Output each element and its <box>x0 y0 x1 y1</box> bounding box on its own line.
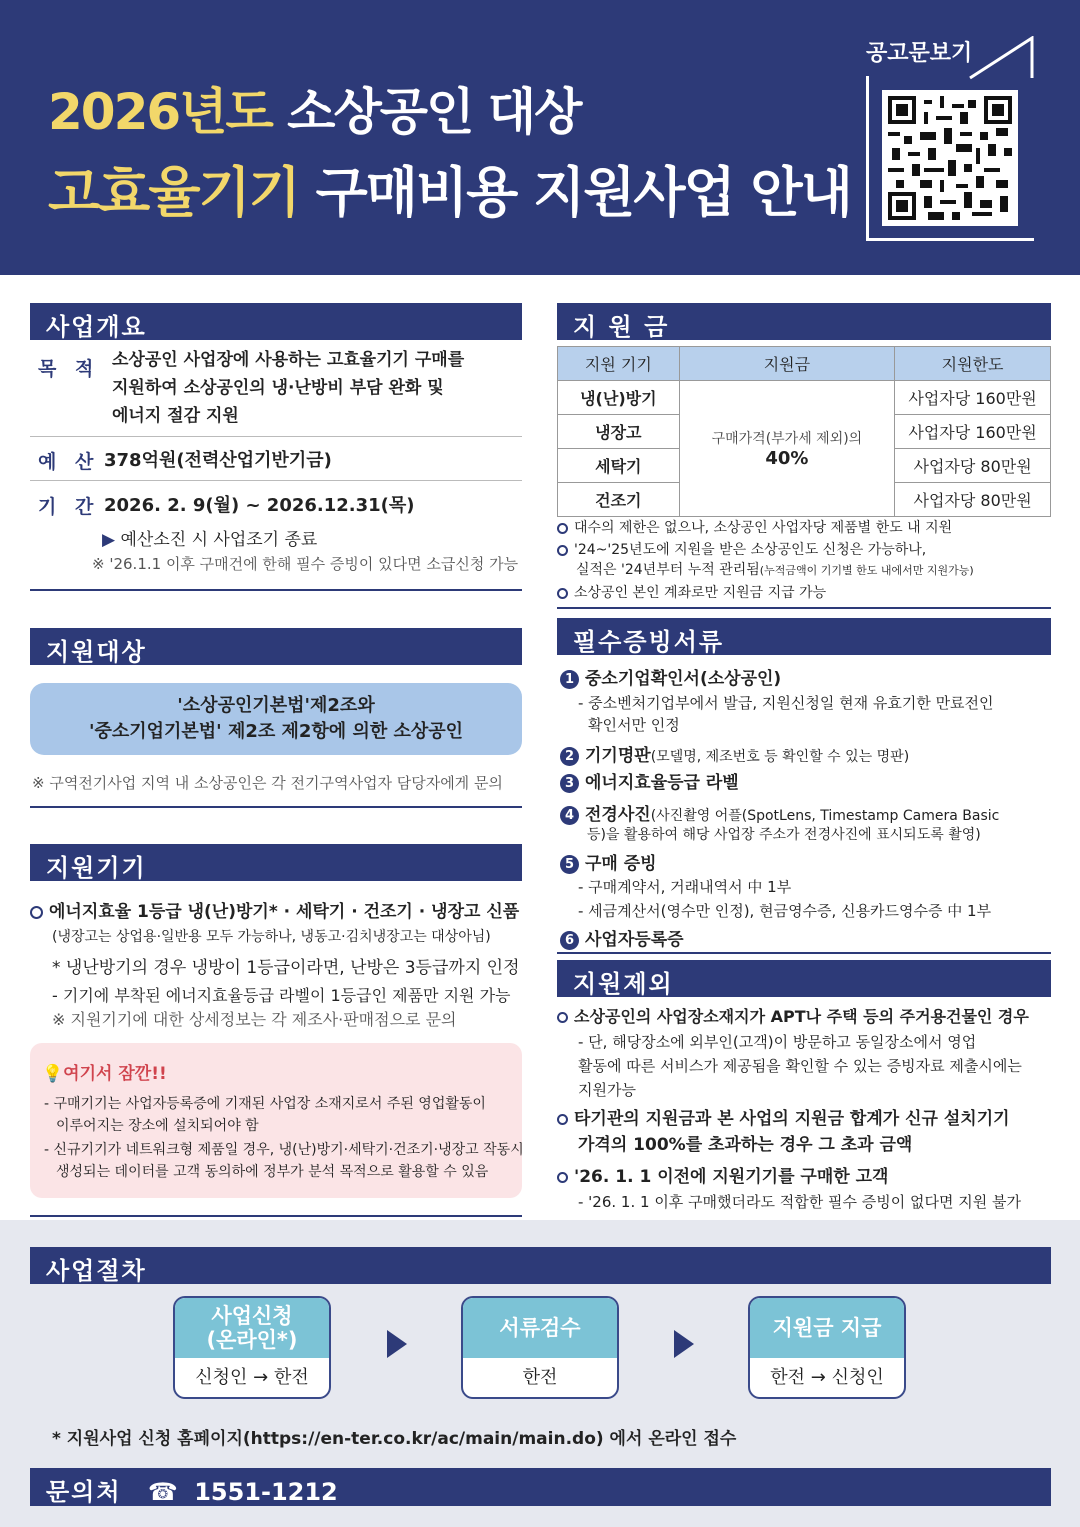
period-note-1: ▶ 예산소진 시 사업조기 종료 <box>102 530 318 550</box>
devices-line1: 에너지효율 1등급 냉(난)방기* · 세탁기 · 건조기 · 냉장고 신품 <box>30 897 519 922</box>
divider <box>557 607 1051 609</box>
bullet-circle-icon <box>557 1114 568 1125</box>
table-cell-limit: 사업자당 80만원 <box>895 449 1051 483</box>
table-cell-item: 냉장고 <box>558 415 680 449</box>
doc-item-5: 5 구매 증빙 <box>560 849 657 874</box>
bullet-circle-icon <box>557 1172 568 1183</box>
phone-icon: ☎ <box>147 1478 178 1506</box>
devices-line2: (냉장고는 상업용·일반용 모두 가능하나, 냉동고·김치냉장고는 대상아님) <box>52 929 491 945</box>
exclude-item-2: 타기관의 지원금과 본 사업의 지원금 합계가 신규 설치기기 가격의 100%를 초과하는 경우 그 초과 금액 <box>557 1106 1010 1158</box>
devices-line5: ※ 지원기기에 대한 상세정보는 각 제조사·판매점으로 문의 <box>52 1010 457 1029</box>
devices-line3: * 냉난방기의 경우 냉방이 1등급이라면, 난방은 3등급까지 인정 <box>52 958 520 978</box>
arrow-right-icon <box>674 1330 694 1358</box>
tip-box <box>30 1043 522 1198</box>
devices-line4: - 기기에 부착된 에너지효율등급 라벨이 1등급인 제품만 지원 가능 <box>52 986 511 1005</box>
main-title-line2: 고효율기기 구매비용 지원사업 안내 <box>48 161 851 224</box>
docs-heading: 필수증빙서류 <box>557 618 1051 655</box>
tip-text-2: - 신규기기가 네트워크형 제품일 경우, 냉(난)방기·세탁기·건조기·냉장고 작동시 생성되는 데이터를 고객 동의하에 정부가 분석 목적으로 활용할 수 있음 <box>44 1142 524 1180</box>
doc-item-4: 4 전경사진(사진촬영 어플(SpotLens, Timestamp Camera Basic <box>560 800 999 825</box>
table-cell-limit: 사업자당 80만원 <box>895 483 1051 517</box>
divider <box>30 436 522 437</box>
divider <box>557 952 1051 954</box>
funding-heading: 지 원 금 <box>557 303 1051 340</box>
table-row <box>558 381 1051 415</box>
contact-bar <box>30 1468 1051 1506</box>
tip-text-1: - 구매기기는 사업자등록증에 기재된 사업장 소재지로서 주된 영업활동이 이루어지는 장소에 설치되어야 함 <box>44 1096 486 1134</box>
tip-title: 💡여기서 잠깐!! <box>42 1064 167 1084</box>
step-payment: 지원금 지급 한전 → 신청인 <box>748 1296 906 1399</box>
lightbulb-icon: 💡 <box>42 1064 64 1084</box>
doc-item-1-desc: - 중소벤처기업부에서 발급, 지원신청일 현재 유효기한 만료전인 확인서만 인정 <box>578 694 994 734</box>
budget-value: 378억원(전력산업기반기금) <box>104 450 332 471</box>
doc-item-5-desc: - 구매계약서, 거래내역서 中 1부 - 세금계산서(영수만 인정), 현금영수증, 신용카드영수증 中 1부 <box>578 878 992 920</box>
doc-item-1: 1 중소기업확인서(소상공인) <box>560 664 781 689</box>
arrow-right-icon <box>387 1330 407 1358</box>
main-title-line1: 2026년도 소상공인 대상 <box>48 83 581 141</box>
bullet-circle-icon <box>557 1012 568 1023</box>
devices-heading: 지원기기 <box>30 844 522 881</box>
exclude-item-3-desc: - '26. 1. 1 이후 구매했더라도 적합한 필수 증빙이 없다면 지원 불가 <box>578 1193 1021 1211</box>
table-cell-limit: 사업자당 160만원 <box>895 415 1051 449</box>
divider <box>30 480 522 481</box>
funding-table <box>557 346 1051 517</box>
overview-heading: 사업개요 <box>30 303 522 340</box>
divider <box>30 1215 522 1217</box>
period-note-2: ※ '26.1.1 이후 구매건에 한해 필수 증빙이 있다면 소급신청 가능 <box>92 555 519 573</box>
target-note: ※ 구역전기사업 지역 내 소상공인은 각 전기구역사업자 담당자에게 문의 <box>32 774 503 792</box>
target-box: '소상공인기본법'제2조와 '중소기업기본법' 제2조 제2항에 의한 소상공인 <box>30 683 522 755</box>
qr-section[interactable] <box>866 36 1036 242</box>
table-cell-limit: 사업자당 160만원 <box>895 381 1051 415</box>
qr-code-icon[interactable] <box>882 90 1018 226</box>
target-heading: 지원대상 <box>30 628 522 665</box>
purpose-text: 소상공인 사업장에 사용하는 고효율기기 구매를 지원하여 소상공인의 냉·난방비 부담 완화 및 에너지 절감 지원 <box>112 350 465 426</box>
qr-label: 공고문보기 <box>866 41 973 66</box>
period-label: 기 간 <box>38 496 100 518</box>
table-header: 지원한도 <box>895 347 1051 381</box>
doc-item-6: 6 사업자등록증 <box>560 925 684 950</box>
bullet-circle-icon <box>557 523 568 534</box>
doc-item-4-desc: 등)을 활용하여 해당 사업장 주소가 전경사진에 표시되도록 촬영) <box>587 827 981 843</box>
bullet-circle-icon <box>30 906 43 919</box>
doc-item-3: 3 에너지효율등급 라벨 <box>560 768 739 793</box>
header-banner <box>0 0 1080 275</box>
table-cell-item: 냉(난)방기 <box>558 381 680 415</box>
procedure-heading: 사업절차 <box>30 1247 1051 1284</box>
contact-label: 문의처 <box>46 1478 122 1506</box>
period-value: 2026. 2. 9(월) ~ 2026.12.31(목) <box>104 495 415 516</box>
qr-frame-corner-icon <box>966 36 1036 80</box>
exclude-item-1-desc: - 단, 해당장소에 외부인(고객)이 방문하고 동일장소에서 영업 활동에 따른 서비스가 제공됨을 확인할 수 있는 증빙자료 제출시에는 지원가능 <box>578 1033 1022 1099</box>
table-header-row <box>558 347 1051 381</box>
table-header: 지원금 <box>679 347 895 381</box>
divider <box>30 806 522 808</box>
purpose-label: 목 적 <box>38 358 100 380</box>
bullet-circle-icon <box>557 588 568 599</box>
arrow-right-icon: ▶ <box>102 530 121 550</box>
step-apply: 사업신청 (온라인*) 신청인 → 한전 <box>173 1296 331 1399</box>
table-cell-item: 건조기 <box>558 483 680 517</box>
table-cell-item: 세탁기 <box>558 449 680 483</box>
funding-note-1: 대수의 제한은 없으나, 소상공인 사업자당 제품별 한도 내 지원 <box>557 517 952 537</box>
budget-label: 예 산 <box>38 451 100 473</box>
funding-note-2: '24~'25년도에 지원을 받은 소상공인도 신청은 가능하나, 실적은 '24년부터 누적 관리됨(누적금액이 기기별 한도 내에서만 지원가능) <box>557 540 974 581</box>
exclude-item-3: '26. 1. 1 이전에 지원기기를 구매한 고객 <box>557 1162 888 1187</box>
doc-item-2: 2 기기명판(모델명, 제조번호 등 확인할 수 있는 명판) <box>560 741 909 766</box>
table-header: 지원 기기 <box>558 347 680 381</box>
procedure-note[interactable]: * 지원사업 신청 홈페이지(https://en-ter.co.kr/ac/main/main.do) 에서 온라인 접수 <box>52 1429 737 1449</box>
step-review: 서류검수 한전 <box>461 1296 619 1399</box>
exclude-item-1: 소상공인의 사업장소재지가 APT나 주택 등의 주거용건물인 경우 <box>557 1004 1029 1027</box>
contact-phone[interactable]: 1551-1212 <box>194 1478 338 1506</box>
divider <box>30 589 522 591</box>
funding-note-3: 소상공인 본인 계좌로만 지원금 지급 가능 <box>557 582 826 602</box>
table-cell-amount: 구매가격(부가세 제외)의 40% <box>679 381 895 517</box>
exclude-heading: 지원제외 <box>557 960 1051 997</box>
bullet-circle-icon <box>557 545 568 556</box>
